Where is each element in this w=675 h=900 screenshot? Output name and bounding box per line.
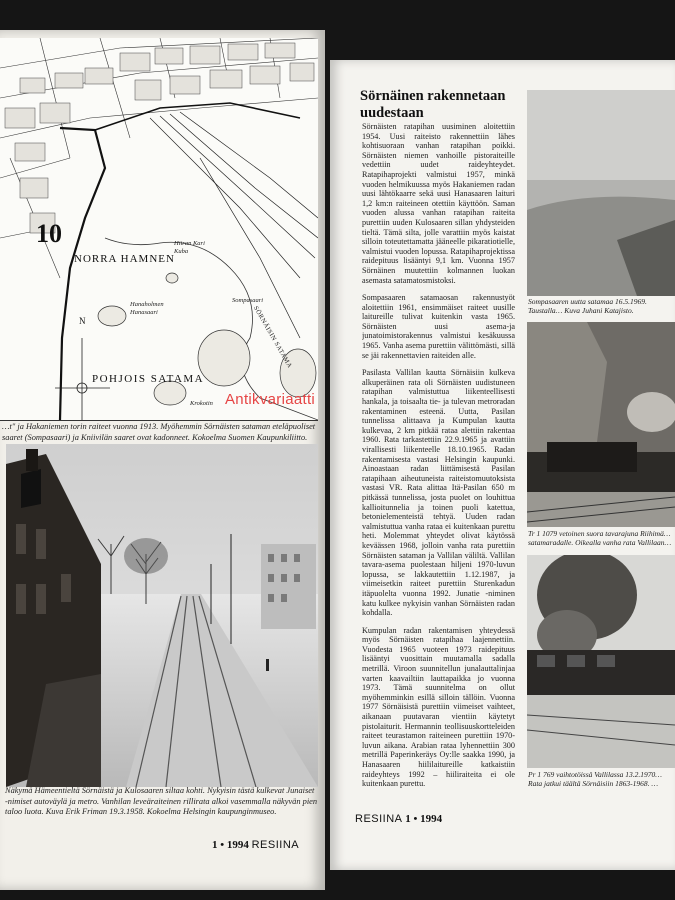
map-label-krokotin: Krokotin	[190, 400, 213, 407]
map-label-hanasaari: Hanasaari	[130, 309, 158, 316]
map-label-hiiran-kari: Hiiran Kari	[174, 240, 205, 247]
left-footer-brand: RESIINA	[251, 839, 300, 851]
article-heading: Sörnäinen rakennetaan uudestaan	[360, 88, 506, 121]
article-paragraph-1: Sörnäisten ratapihan uusiminen aloitettiin 1954. Uusi raiteisto rakennettiin lähes kohtisuoraan vanhan ratapihan poikki. Sörnäisten niemen vanhoille pistoraiteille vedettiin uudet raideyhteydet. Ratapihaprojekti valmistui 1957, minkä vuoden helmikuussa myös Hakaniemen radan uusi lähtökaarre sekä uusi Hanasaaren laituri 1,2 km:n raiteineen otettiin käyttöön. Saman vuoden alussa vanhan ratapihan raiteita purettiin uuden Kulosaaren sillan yhdysteiden tieltä. Tämä silta, jolle varattiin myös kaistat silloin toteutettamatta jääneelle pikaratiotielle, valmistui vuoden lopussa. Ratapihaprojektissa raidepituus lisääntyi 9,1 km. Vuonna 1957 Sörnäinen muutettiin kolmannen luokan asemasta satamatosmistoksi.	[362, 122, 515, 285]
article-paragraph-4: Kumpulan radan rakentamisen yhteydessä myös Sörnäisten ratapihaa laajennettiin. Vuodesta 1965 vuoteen 1973 raidepituus lisääntyi vuosittain muutamalla sadalla metrillä. Viroon suunnitellun junalauttalinjaa varten kaavailtiin lauttapaikka jo vuonna 1973. Tämä suunnitelma on ollut myöhemminkin esillä silloin tällöin. Vuonna 1977 Sörnäisistä purettiin viimeiset vaihteet, aikanaan puutavaran vientiin käytetyt pistolaiturit. Hermannin teollisuuskortteleiden raiteet teurastamon raiteineen purettiin 1970-luvun aikana. Arabian rataa lyhennettiin 300 metrillä Paperinkeräys Oy:lle saakka 1990, ja Hanasaaren hiililaitureille katkaistiin raideyhteys 1992 – hiiliraiteita ei ole kuitenkaan purettu.	[362, 625, 515, 789]
train-cliff-caption: Tr 1 1079 vetoinen suora tavarajuna Riihimä… satamaradalle. Oikealla vanha rata Vallilaan…	[528, 529, 672, 547]
map-label-norra-hamnen: NORRA HAMNEN	[74, 253, 175, 265]
left-footer-issue: 1 • 1994	[212, 839, 249, 851]
steam-train-caption: Pr 1 769 vaihtotöissä Vallilassa 13.2.1970… Rata jatkui täältä Sörnäisiin 1863-1968. …	[528, 770, 662, 788]
steam-train-photo	[527, 555, 675, 768]
photo-caption: Näkymä Hämeentieltä Sörnäistä ja Kulosaaren siltaa kohti. Nykyisin tästä kulkevat Junaiset -nimiset autoväylä ja metro. Vanhilan leveäraiteinen rillirata alkoi vasemmalla näkyvän pien taloo luota. Kuva Erik Friman 19.3.1958. Kokoelma Helsingin kaupunginmuseo.	[5, 786, 318, 816]
harbor-photo	[527, 90, 675, 296]
article-text-column	[362, 122, 515, 812]
historic-street-photo	[6, 444, 318, 787]
right-footer-brand: RESIINA	[355, 813, 403, 825]
map-label-hanaholmen: Hanaholmen	[130, 301, 164, 308]
map-caption: …t" ja Hakaniemen torin raiteet vuonna 1913. Myöhemmin Sörnäisten sataman eteläpuoliset saaret (Sompasaari) ja Kniivilän saaret ovat kadonneet. Kokoelma Suomen Kaupunkiliitto.	[2, 422, 316, 442]
map-north-mark: N	[79, 316, 86, 326]
right-footer	[355, 813, 442, 825]
map-label-pohjois-satama: POHJOIS SATAMA	[92, 373, 205, 385]
map-label-sornasin-satama: SÖRNÄISIN SATAMA	[251, 305, 294, 370]
map-number: 10	[36, 219, 62, 248]
right-footer-issue: 1 • 1994	[405, 813, 443, 825]
article-paragraph-2: Sompasaaren satamaosan rakennustyöt aloitettiin 1961, ensimmäiset raiteet uusille laitureille tulivat kuitenkin vasta 1965. Sörnäisten uusi asema-ja junatoimistorakennus valmistui kesäkuussa 1965. Vanha asema purettiin välittömästi, sillä se jäi rakennettavien raiteiden alle.	[362, 293, 515, 360]
harbor-photo-caption: Sompasaaren uutta satamaa 16.5.1969. Taustalla… Kuva Juhani Katajisto.	[528, 297, 647, 315]
seller-watermark: Antikvariaatti	[225, 391, 316, 408]
article-paragraph-3: Pasilasta Vallilan kautta Sörnäisiin kulkeva alkuperäinen rata oli Sörnäisten uudistuneen ratapihan valmistuttua liikenteellisesti hankala, ja toisaalta tie- ja tulevan metroradan rakentaminen esteenä. Uutta, Pasilan tunnelissa alittaava ja Kumpulan kautta kulkevaa, 2 km pitkää rataa alettiin rakentaa 1960. Rata tarkastettiin 22.9.1965 ja avattiin virallisesti liikenteelle 18.10.1965. Radan rakentamisesta vastasi Helsingin kaupunki. Ainoastaan radan liittämisestä Pasilan ratapihaan aiheutuneista raiteistomuutoksista vastasi VR. Rata alittaa Itä-Pasilan 650 m pitkässä tunnelissa, josta puolet on louhittua kallioitunnelia ja toinen puoli katettua, betonielementeistä tehtyä. Uuden radan valmistuttua vanha rataa ei kuitenkaan purettu heti. Molemmat yhteydet olivat käytössä keväässen 1968, jolloin vanha rata purettiin Sörnäisten sataman ja Vallilan väliltä. Vallilan tavara-asema puolestaan hiljeni 1970-luvun lopussa, se lakkautettiin 1.12.1987, ja viimeisetkin raiteet purettiin Sturenkadun itäpuolelta vuonna 1992. Junatie -niminen katu kulkee nykyisin vanhan Sörnäisten radan kohdalla.	[362, 368, 515, 618]
map-label-sompasaari: Sompasaari	[232, 297, 264, 304]
left-footer	[212, 839, 299, 851]
train-cliff-photo	[527, 322, 675, 527]
map-label-kuba: Kuba	[174, 248, 189, 255]
